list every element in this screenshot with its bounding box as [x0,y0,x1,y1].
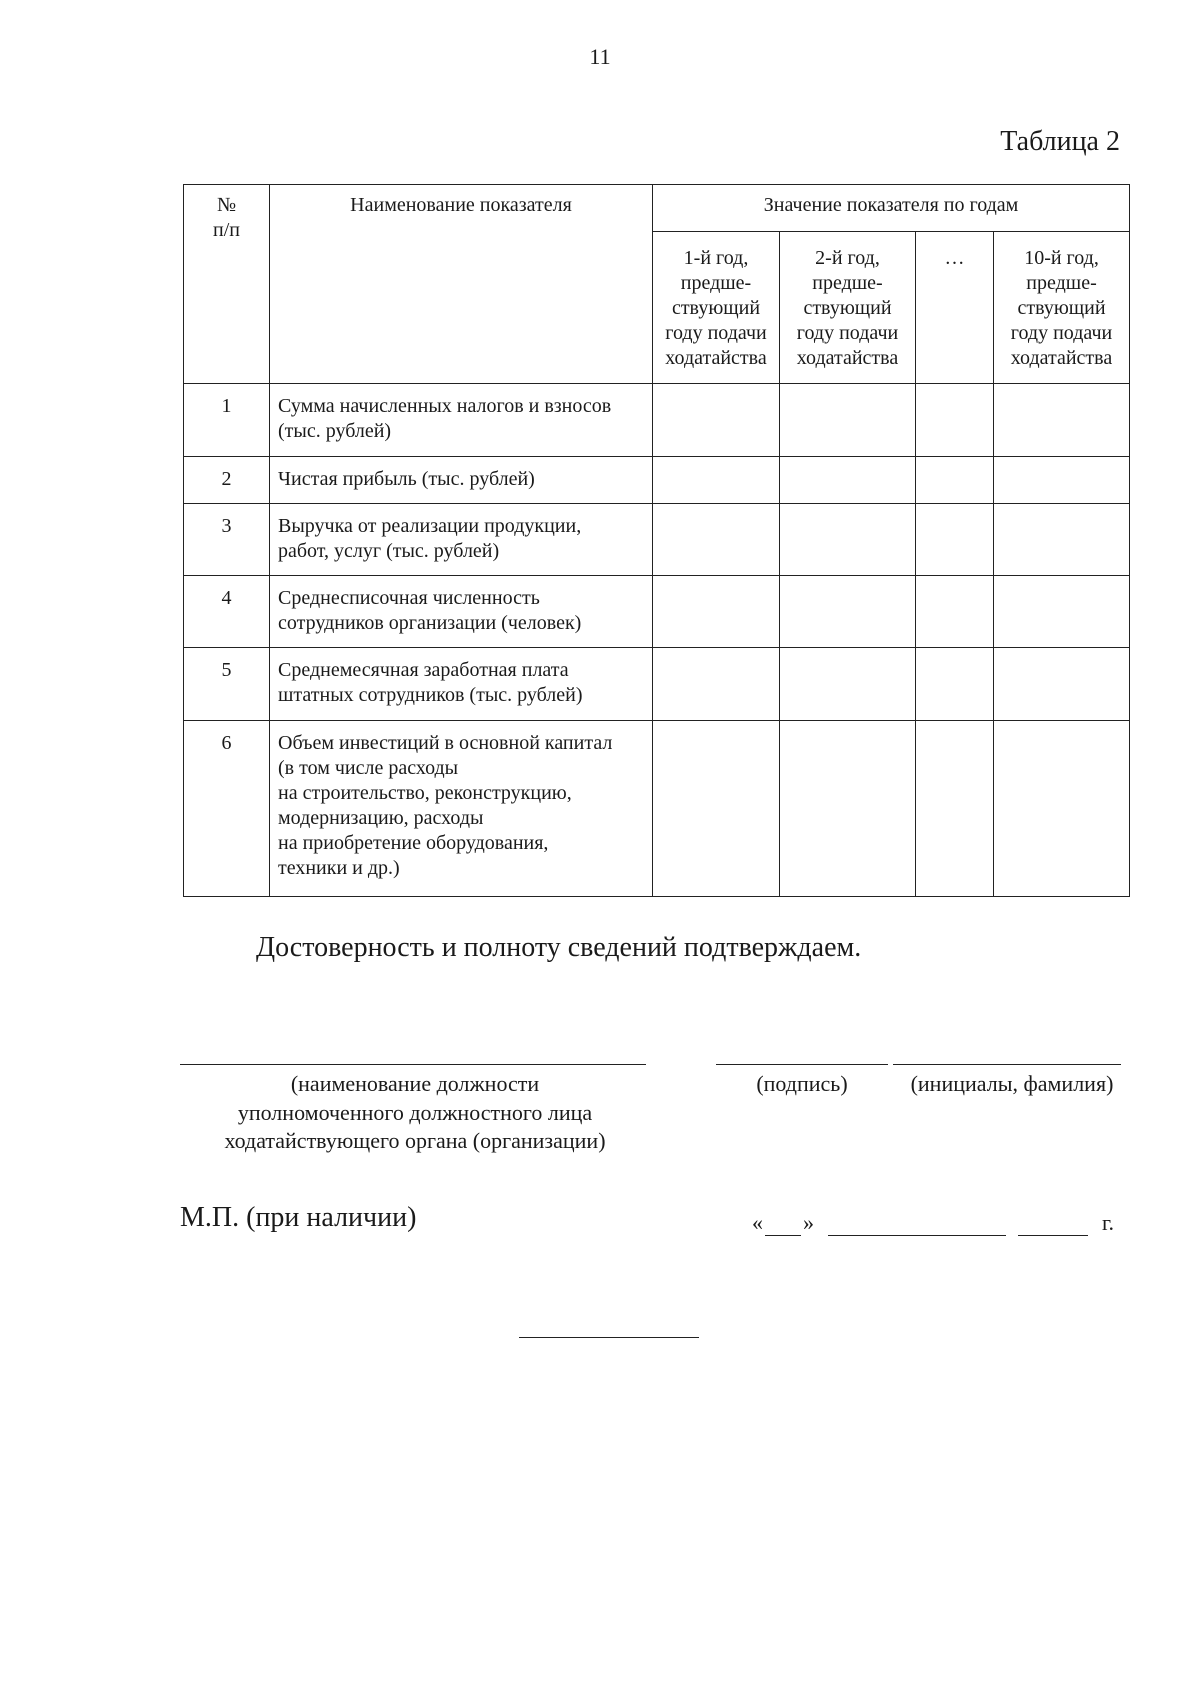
header-year-2 [780,232,916,384]
value-cell [780,721,916,897]
signature-line [716,1064,888,1065]
header-indicator-name-label: Наименование показателя [350,194,572,216]
value-cell [994,576,1130,648]
row-indicator-name: Чистая прибыль (тыс. рублей) [270,457,653,504]
value-cell [780,384,916,457]
row-number: 3 [184,504,270,576]
row-indicator-name: Объем инвестиций в основной капитал (в том числе расходы на строительство, реконструкцию, модернизацию, расходы на приобретение оборудования, техники и др.) [270,721,653,897]
row-indicator-name: Выручка от реализации продукции, работ, услуг (тыс. рублей) [270,504,653,576]
date-year-blank [1018,1215,1088,1236]
indicators-table [183,184,1130,897]
value-cell [994,504,1130,576]
header-year-ellipsis-label: … [944,247,965,269]
value-cell [994,384,1130,457]
header-values-group-label: Значение показателя по годам [763,194,1019,216]
value-cell [653,648,780,721]
signature-caption: (подпись) [756,1071,848,1096]
row-indicator-name: Среднемесячная заработная плата штатных сотрудников (тыс. рублей) [270,648,653,721]
value-cell [780,457,916,504]
table-row [184,384,1130,457]
header-indicator-name [270,185,653,384]
table-row [184,576,1130,648]
confirmation-statement: Достоверность и полноту сведений подтверждаем. [256,932,862,963]
header-year-1-label: 1-й год, предше- ствующий году подачи ходатайства [665,247,767,369]
value-cell [780,648,916,721]
table-row [184,504,1130,576]
value-cell [994,648,1130,721]
value-cell [780,504,916,576]
row-indicator-name: Среднесписочная численность сотрудников организации (человек) [270,576,653,648]
header-year-2-label: 2-й год, предше- ствующий году подачи ходатайства [796,247,899,369]
name-signature-line [893,1064,1121,1065]
value-cell [916,504,994,576]
date-open-quote: « [752,1210,763,1235]
date-line [752,1210,1114,1236]
header-year-1 [653,232,780,384]
date-year-suffix: г. [1102,1210,1115,1235]
row-number: 5 [184,648,270,721]
header-number [184,185,270,384]
header-year-10-label: 10-й год, предше- ствующий году подачи ходатайства [1010,247,1113,369]
value-cell [653,384,780,457]
row-number: 2 [184,457,270,504]
row-number: 1 [184,384,270,457]
value-cell [780,576,916,648]
name-caption: (инициалы, фамилия) [910,1071,1114,1096]
row-number: 6 [184,721,270,897]
value-cell [916,576,994,648]
row-number: 4 [184,576,270,648]
value-cell [916,721,994,897]
row-indicator-name: Сумма начисленных налогов и взносов (тыс. рублей) [270,384,653,457]
value-cell [916,384,994,457]
table-row [184,721,1130,897]
position-caption: (наименование должности уполномоченного должностного лица ходатайствующего органа (организации) [224,1071,606,1154]
value-cell [994,721,1130,897]
page-number: 11 [589,44,611,69]
end-rule [519,1337,699,1338]
header-year-10 [994,232,1130,384]
value-cell [916,648,994,721]
value-cell [994,457,1130,504]
table-caption: Таблица 2 [1000,126,1120,157]
table-row [184,457,1130,504]
position-signature-line [180,1064,646,1065]
value-cell [653,457,780,504]
table-row [184,648,1130,721]
date-month-blank [828,1215,1006,1236]
value-cell [653,576,780,648]
value-cell [653,721,780,897]
date-close-quote: » [803,1210,814,1235]
header-values-group [653,185,1130,232]
value-cell [916,457,994,504]
value-cell [653,504,780,576]
header-year-ellipsis [916,232,994,384]
header-number-label: № п/п [213,194,240,241]
date-day-blank [765,1215,801,1236]
stamp-label: М.П. (при наличии) [180,1202,417,1233]
